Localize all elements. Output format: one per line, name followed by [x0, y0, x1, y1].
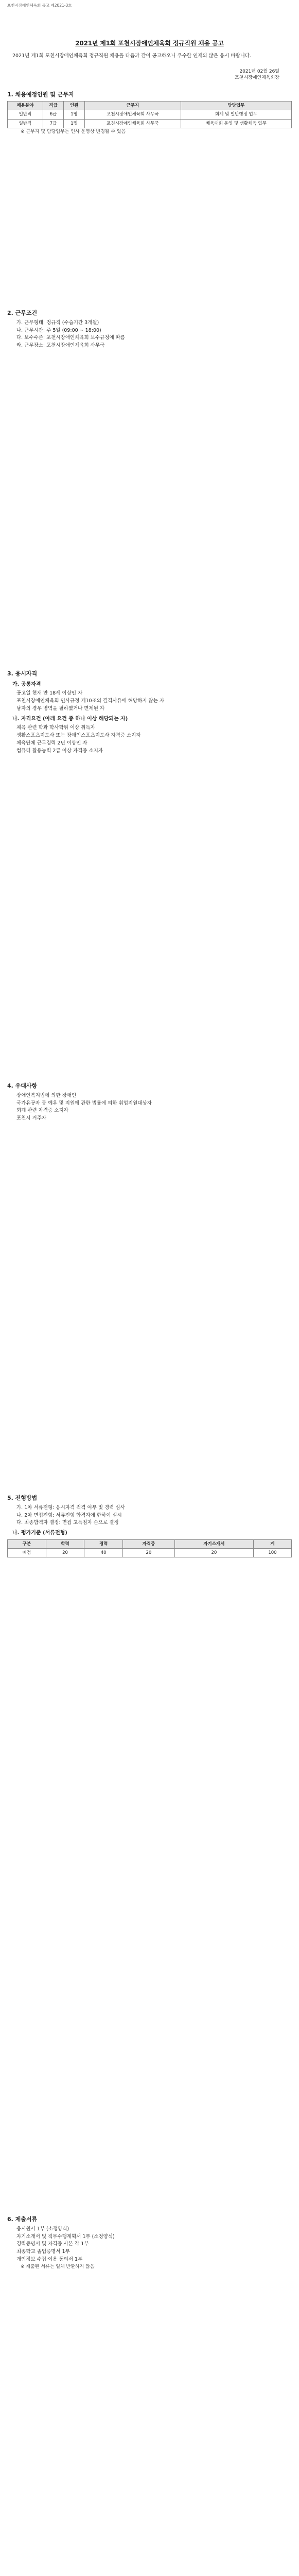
list-item: 체육단체 근무경력 2년 이상인 자	[16, 740, 87, 746]
cell: 일반직	[8, 119, 43, 128]
cell: 6급	[43, 110, 63, 119]
cell: 일반직	[8, 110, 43, 119]
col-header: 자기소개서	[174, 1539, 253, 1548]
col-header: 인원	[64, 101, 84, 110]
col-header: 학력	[46, 1539, 84, 1548]
list-item: 남자의 경우 병역을 필하였거나 면제된 자	[16, 705, 105, 711]
section-recruitment	[7, 91, 292, 136]
list-item: 생활스포츠지도사 또는 장애인스포츠지도사 자격증 소지자	[16, 733, 141, 738]
col-header: 경력	[84, 1539, 123, 1548]
cell: 40	[84, 1549, 123, 1557]
list-item: 공고일 현재 만 18세 이상인 자	[16, 690, 83, 697]
list-item: 응시원서 1부 (소정양식)	[16, 2226, 69, 2232]
list-item: 체육 관련 학과 학사학위 이상 취득자	[16, 725, 95, 731]
section-heading: 3. 응시자격	[7, 670, 38, 677]
sub-heading: 나. 자격요건 (아래 요건 중 하나 이상 해당되는 자)	[12, 716, 128, 722]
list-item: 자기소개서 및 직무수행계획서 1부 (소정양식)	[16, 2233, 115, 2240]
cell: 1명	[64, 119, 84, 128]
page-title: 2021년 제1회 포천시장애인체육회 정규직원 채용 공고	[75, 40, 224, 47]
cell: 100	[253, 1549, 291, 1557]
section-heading: 4. 우대사항	[7, 1082, 38, 1089]
section-preference	[7, 1082, 292, 1123]
section-heading: 2. 근무조건	[7, 310, 38, 316]
col-header: 자격증	[123, 1539, 175, 1548]
list-item: 라. 근무장소: 포천시장애인체육회 사무국	[16, 343, 105, 349]
list-item: 가. 근무형태: 정규직 (수습기간 3개월)	[16, 319, 99, 326]
col-header: 직급	[43, 101, 63, 110]
col-header: 근무지	[84, 101, 181, 110]
list-item: 국가유공자 등 예우 및 지원에 관한 법률에 의한 취업지원대상자	[16, 1100, 152, 1106]
recruitment-table	[7, 101, 292, 128]
cell: 포천시장애인체육회 사무국	[84, 119, 181, 128]
cell: 배점	[8, 1549, 46, 1557]
note: ※ 근무지 및 담당업무는 인사 운영상 변경될 수 있음	[21, 129, 126, 134]
scoring-table	[7, 1539, 292, 1558]
cell: 20	[174, 1549, 253, 1557]
list-item: 회계 관련 자격증 소지자	[16, 1108, 68, 1114]
list-item: 장애인복지법에 의한 장애인	[16, 1092, 77, 1098]
section-conditions	[7, 309, 292, 350]
section-selection	[7, 1494, 292, 1557]
list-item: 경력증명서 및 자격증 사본 각 1부	[16, 2241, 89, 2247]
col-header: 담당업무	[181, 101, 291, 110]
sub-heading: 가. 공통자격	[12, 681, 41, 687]
date-text: 2021년 02월 26일	[239, 69, 279, 74]
cell: 20	[46, 1549, 84, 1557]
list-item: 포천시장애인체육회 인사규정 제10조의 결격사유에 해당하지 않는 자	[16, 698, 165, 704]
section-heading: 1. 채용예정인원 및 근무지	[7, 91, 74, 98]
announcement-date	[235, 69, 279, 81]
note: ※ 제출된 서류는 일체 반환하지 않음	[21, 2264, 95, 2269]
section-qualifications	[7, 670, 292, 755]
list-item: 컴퓨터 활용능력 2급 이상 자격증 소지자	[16, 748, 103, 754]
col-header: 구분	[8, 1539, 46, 1548]
list-item: 다. 최종합격자 결정: 면접 고득점자 순으로 결정	[16, 1520, 119, 1526]
intro-text: 2021년 제1회 포천시장애인체육회 정규직원 채용을 다음과 같이 공고하오니 우수한 인재의 많은 응시 바랍니다.	[12, 53, 252, 59]
sub-heading: 나. 평가기준 (서류전형)	[12, 1530, 67, 1536]
cell: 1명	[64, 110, 84, 119]
list-item: 나. 2차 면접전형: 서류전형 합격자에 한하여 실시	[16, 1512, 122, 1518]
list-item: 개인정보 수집·이용 동의서 1부	[16, 2257, 83, 2262]
list-item: 다. 보수수준: 포천시장애인체육회 보수규정에 따름	[16, 335, 126, 341]
section-documents	[7, 2215, 292, 2271]
org-name: 포천시장애인체육회장	[235, 75, 279, 80]
list-item: 나. 근무시간: 주 5일 (09:00 ~ 18:00)	[16, 327, 101, 333]
table-row	[8, 1549, 292, 1557]
list-item: 최종학교 졸업증명서 1부	[16, 2249, 70, 2255]
cell: 회계 및 일반행정 업무	[181, 110, 291, 119]
doc-number: 포천시장애인체육회 공고 제2021-3호	[7, 3, 72, 8]
cell: 7급	[43, 119, 63, 128]
col-header: 채용분야	[8, 101, 43, 110]
cell: 포천시장애인체육회 사무국	[84, 110, 181, 119]
section-heading: 6. 제출서류	[7, 2216, 38, 2223]
list-item: 가. 1차 서류전형: 응시자격 적격 여부 및 경력 심사	[16, 1504, 125, 1511]
cell: 20	[123, 1549, 175, 1557]
table-row	[8, 119, 292, 128]
col-header: 계	[253, 1539, 291, 1548]
cell: 체육대회 운영 및 생활체육 업무	[181, 119, 291, 128]
table-row	[8, 110, 292, 119]
list-item: 포천시 거주자	[16, 1115, 47, 1122]
section-heading: 5. 전형방법	[7, 1495, 38, 1501]
